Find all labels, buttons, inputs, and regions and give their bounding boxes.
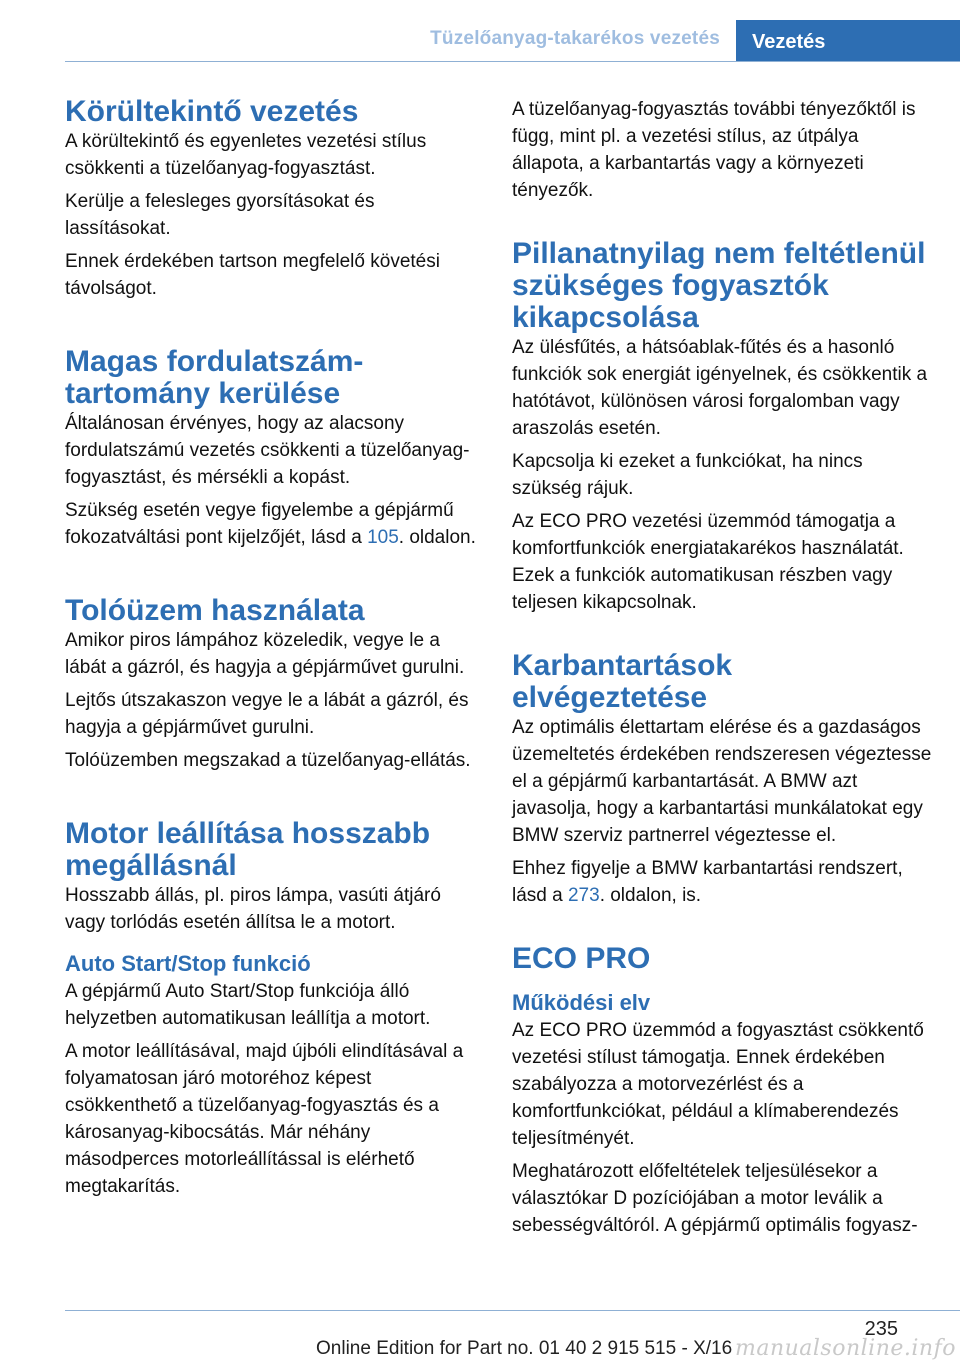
- subsection-title-auto-start-stop: Auto Start/Stop funkció: [65, 951, 311, 976]
- paragraph: Tolóüzemben megszakad a tüzelőanyag-ellátás.: [65, 750, 471, 771]
- right-column: [512, 96, 932, 1245]
- left-column: [65, 96, 481, 1206]
- section-title-high-rpm: Magas fordulatszám-tartomány kerülése: [65, 345, 364, 410]
- paragraph: Ennek érdekében tartson megfelelő követési távolságot.: [65, 251, 440, 299]
- paragraph: Meghatározott előfeltételek teljesülésekor a választókar D pozíciójában a motor leválik a sebességváltóról. A gépjármű optimális fogyasz-: [512, 1161, 918, 1236]
- paragraph: A motor leállításával, majd újbóli elindításával a folyamatosan járó motoréhoz képest csökkenthető a tüzelőanyag-fogyasztás és a károsanyag-kibocsátás. Már néhány másodperces motorleállítással is elérhető megtakarítás.: [65, 1041, 464, 1197]
- edition-note: Online Edition for Part no. 01 40 2 915 515 - X/16: [316, 1338, 733, 1359]
- page-number: 235: [864, 1318, 898, 1340]
- header-section-title: Tüzelőanyag-takarékos vezetés: [430, 28, 720, 49]
- paragraph: Amikor piros lámpához közeledik, vegye le a lábát a gázról, és hagyja a gépjárművet gurulni.: [65, 630, 465, 678]
- footer-divider: [65, 1310, 960, 1311]
- section-title-consumers: Pillanatnyilag nem feltétlenül szükséges fogyasztók kikapcsolása: [512, 237, 926, 334]
- paragraph: Szükség esetén vegye figyelembe a gépjármű fokozatváltási pont kijelzőjét, lásd a 105. oldalon.: [65, 500, 476, 548]
- header-divider: [65, 61, 960, 62]
- header-chapter-tab: Vezetés: [736, 20, 960, 62]
- paragraph: A tüzelőanyag-fogyasztás további tényezőktől is függ, mint pl. a vezetési stílus, az útpálya állapota, a karbantartás vagy a környezeti tényezők.: [512, 99, 916, 201]
- paragraph: Az optimális élettartam elérése és a gazdaságos üzemeltetés érdekében rendszeresen végeztesse el a gépjármű karbantartását. A BMW azt javasolja, hogy a karbantartási munkálatokat egy BMW szerviz partnerrel végeztesse el.: [512, 717, 932, 846]
- section-title-engine-stop: Motor leállítása hosszabb megállásnál: [65, 817, 431, 882]
- paragraph: Általánosan érvényes, hogy az alacsony fordulatszámú vezetés csökkenti a tüzelőanyag-fogyasztást, és mérsékli a kopást.: [65, 413, 470, 488]
- paragraph: Az ECO PRO üzemmód a fogyasztást csökkentő vezetési stílust támogatja. Ennek érdekében szabályozza a motorvezérlést és a komfortfunkciókat, például a klímaberendezés teljesítményét.: [512, 1020, 924, 1149]
- paragraph: A gépjármű Auto Start/Stop funkciója álló helyzetben automatikusan leállítja a motort.: [65, 981, 431, 1029]
- paragraph: Kapcsolja ki ezeket a funkciókat, ha nincs szükség rájuk.: [512, 451, 863, 499]
- paragraph: A körültekintő és egyenletes vezetési stílus csökkenti a tüzelőanyag-fogyasztást.: [65, 131, 427, 179]
- section-title-maintenance: Karbantartások elvégeztetése: [512, 649, 733, 714]
- paragraph: Az ECO PRO vezetési üzemmód támogatja a komfortfunkciók energiatakarékos használatát. Ezek a funkciók automatikusan részben vagy teljesen kikapcsolnak.: [512, 511, 904, 613]
- watermark: manualsonline.info: [734, 1336, 956, 1361]
- paragraph: Hosszabb állás, pl. piros lámpa, vasúti átjáró vagy torlódás esetén állítsa le a motort.: [65, 885, 441, 933]
- section-title-careful-driving: Körültekintő vezetés: [65, 95, 359, 128]
- paragraph: Ehhez figyelje a BMW karbantartási rendszert, lásd a 273. oldalon, is.: [512, 858, 903, 906]
- paragraph: Az ülésfűtés, a hátsóablak-fűtés és a hasonló funkciók sok energiát igényelnek, és csökkentik a hatótávot, különösen városi forgalomban vagy araszolás esetén.: [512, 337, 928, 439]
- section-title-coasting: Tolóüzem használata: [65, 594, 365, 627]
- page-header: [0, 0, 960, 62]
- page-link-273[interactable]: 273: [567, 885, 600, 906]
- section-title-eco-pro: ECO PRO: [512, 942, 651, 975]
- paragraph: Lejtős útszakaszon vegye le a lábát a gázról, és hagyja a gépjárművet gurulni.: [65, 690, 469, 738]
- subsection-title-operating-principle: Működési elv: [512, 990, 651, 1015]
- page-link-105[interactable]: 105: [367, 527, 399, 548]
- paragraph: Kerülje a felesleges gyorsításokat és lassításokat.: [65, 191, 375, 239]
